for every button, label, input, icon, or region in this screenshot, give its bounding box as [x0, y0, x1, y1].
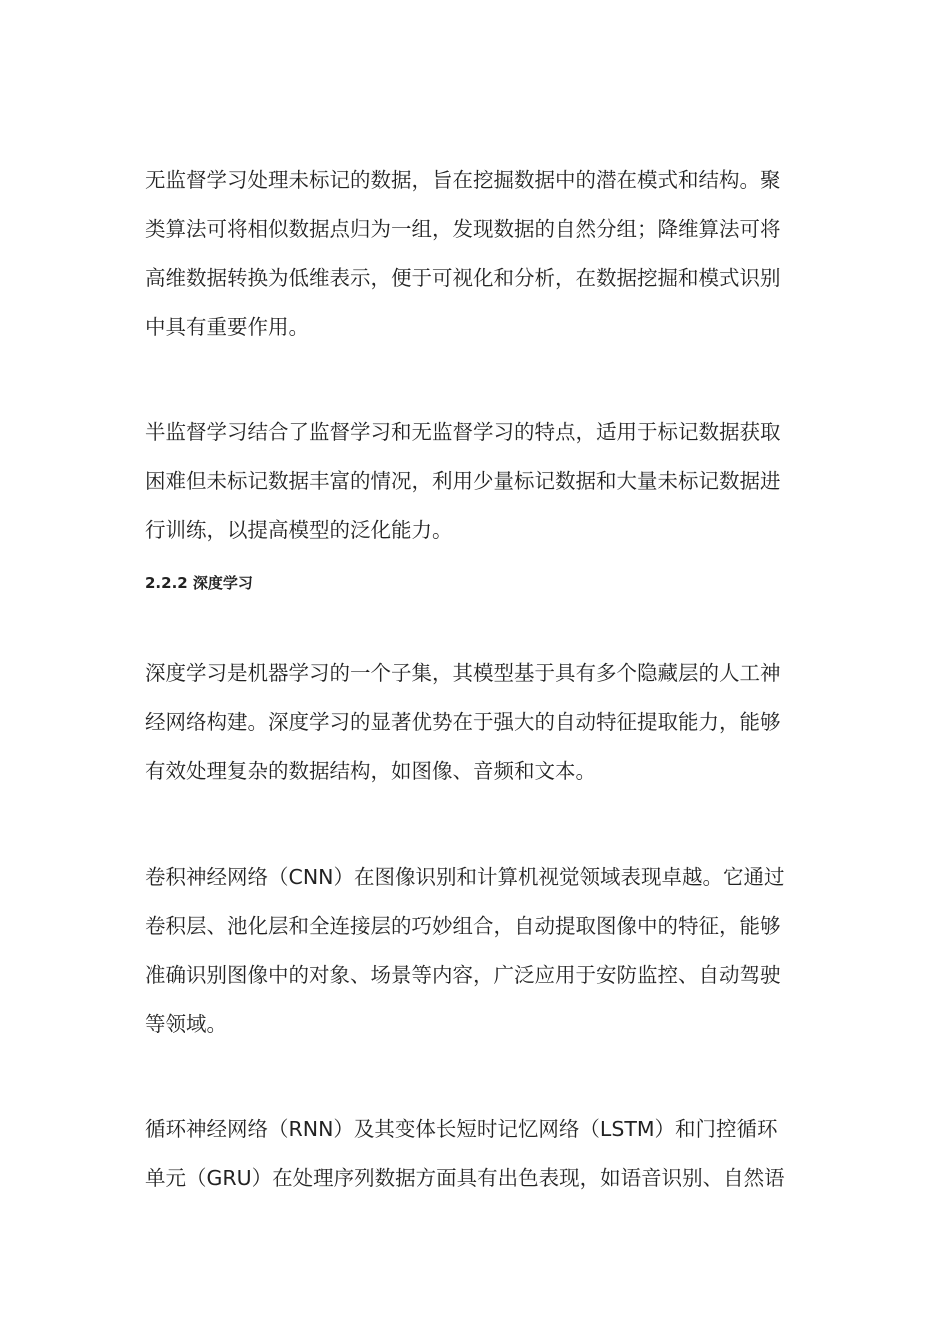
text-line: 单元（GRU）在处理序列数据方面具有出色表现，如语音识别、自然语 — [145, 1166, 785, 1190]
section-heading: 2.2.2 深度学习 — [145, 574, 253, 592]
text-line: 高维数据转换为低维表示，便于可视化和分析，在数据挖掘和模式识别 — [145, 266, 781, 290]
text-line: 困难但未标记数据丰富的情况，利用少量标记数据和大量未标记数据进 — [145, 469, 781, 493]
text-line: 无监督学习处理未标记的数据，旨在挖掘数据中的潜在模式和结构。聚 — [145, 168, 781, 192]
text-line: 类算法可将相似数据点归为一组，发现数据的自然分组；降维算法可将 — [145, 217, 781, 241]
text-line: 经网络构建。深度学习的显著优势在于强大的自动特征提取能力，能够 — [145, 710, 781, 734]
text-line: 卷积神经网络（CNN）在图像识别和计算机视觉领域表现卓越。它通过 — [145, 865, 785, 889]
text-line: 卷积层、池化层和全连接层的巧妙组合，自动提取图像中的特征，能够 — [145, 914, 781, 938]
text-line: 有效处理复杂的数据结构，如图像、音频和文本。 — [145, 759, 596, 783]
text-line: 中具有重要作用。 — [145, 315, 309, 339]
text-line: 半监督学习结合了监督学习和无监督学习的特点，适用于标记数据获取 — [145, 420, 781, 444]
text-line: 等领域。 — [145, 1012, 227, 1036]
text-line: 循环神经网络（RNN）及其变体长短时记忆网络（LSTM）和门控循环 — [145, 1117, 778, 1141]
text-line: 准确识别图像中的对象、场景等内容，广泛应用于安防监控、自动驾驶 — [145, 963, 781, 987]
text-line: 深度学习是机器学习的一个子集，其模型基于具有多个隐藏层的人工神 — [145, 661, 781, 685]
text-line: 行训练，以提高模型的泛化能力。 — [145, 518, 453, 542]
